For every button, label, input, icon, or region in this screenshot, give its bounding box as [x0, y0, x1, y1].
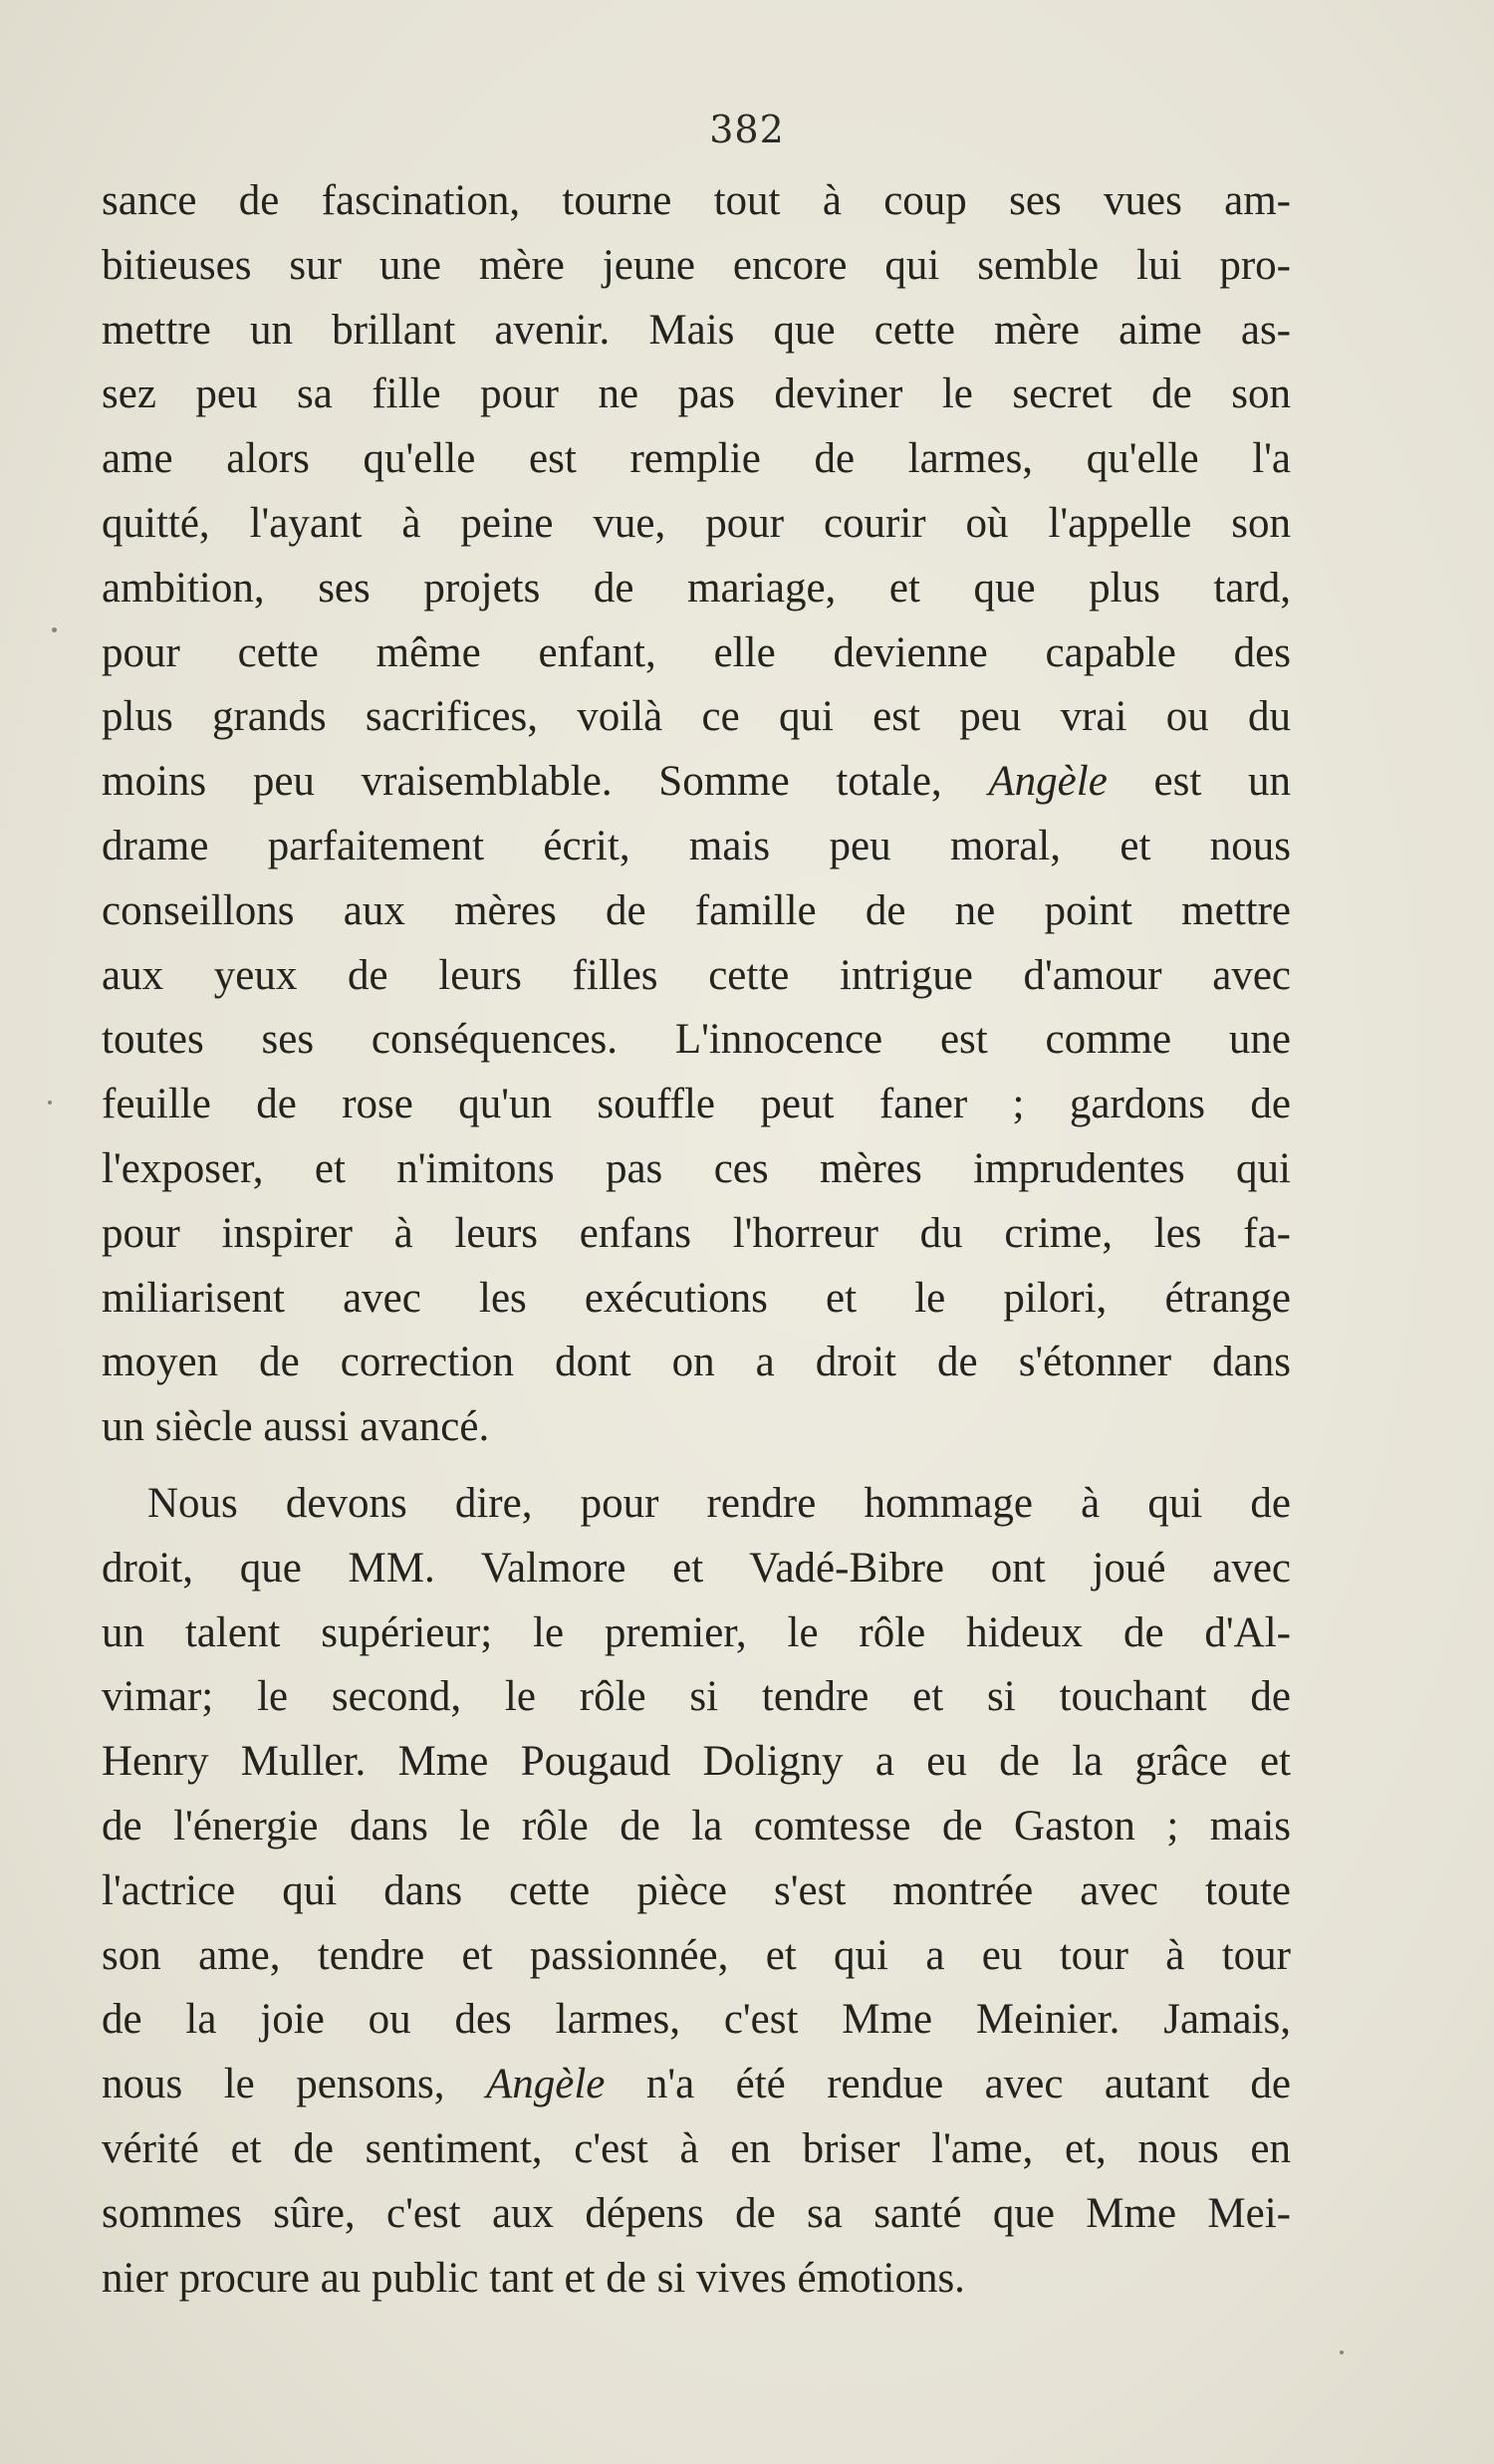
text-line: feuille de rose qu'un souffle peut faner ; gardons de: [102, 1081, 1291, 1128]
paper-speck: [48, 1101, 52, 1105]
text-line: plus grands sacrifices, voilà ce qui est peu vrai ou du: [102, 693, 1291, 741]
paper-speck: [1340, 2350, 1344, 2354]
text-line: l'actrice qui dans cette pièce s'est montrée avec toute: [102, 1866, 1291, 1914]
text-line: moins peu vraisemblable. Somme totale, Angèle est un: [102, 758, 1291, 806]
text-line: vérité et de sentiment, c'est à en briser l'ame, et, nous en: [102, 2124, 1291, 2172]
play-title-italic: Angèle: [485, 2061, 606, 2108]
text-line: un siècle aussi avancé.: [102, 1403, 490, 1451]
text-line: son ame, tendre et passionnée, et qui a eu tour à tour: [102, 1931, 1291, 1979]
text-line: Henry Muller. Mme Pougaud Doligny a eu de la grâce et: [102, 1738, 1291, 1786]
text-line: drame parfaitement écrit, mais peu moral, et nous: [102, 822, 1291, 869]
text-line: miliarisent avec les exécutions et le pilori, étrange: [102, 1274, 1291, 1322]
text-line: de la joie ou des larmes, c'est Mme Meinier. Jamais,: [102, 1996, 1291, 2044]
text-line: sance de fascination, tourne tout à coup ses vues am-: [102, 177, 1291, 224]
text-line: bitieuses sur une mère jeune encore qui semble lui pro-: [102, 241, 1291, 289]
text-line: nier procure au public tant et de si vives émotions.: [102, 2254, 965, 2302]
body-text: [102, 169, 1291, 2311]
text-line: droit, que MM. Valmore et Vadé-Bibre ont joué avec: [102, 1544, 1291, 1592]
text-line: sez peu sa fille pour ne pas deviner le secret de son: [102, 370, 1291, 418]
text-line: l'exposer, et n'imitons pas ces mères imprudentes qui: [102, 1144, 1291, 1192]
text-line: moyen de correction dont on a droit de s'étonner dans: [102, 1339, 1291, 1386]
text-line: aux yeux de leurs filles cette intrigue d'amour avec: [102, 951, 1291, 999]
text-line: de l'énergie dans le rôle de la comtesse de Gaston ; mais: [102, 1802, 1291, 1849]
page-number: 382: [709, 108, 785, 151]
text-line: Nous devons dire, pour rendre hommage à qui de: [147, 1479, 1291, 1527]
paper-speck: [52, 627, 57, 632]
text-line: mettre un brillant avenir. Mais que cette mère aime as-: [102, 306, 1291, 354]
text-line: pour inspirer à leurs enfans l'horreur du crime, les fa-: [102, 1209, 1291, 1257]
text-line: vimar; le second, le rôle si tendre et si touchant de: [102, 1673, 1291, 1721]
text-line: nous le pensons, Angèle n'a été rendue avec autant de: [102, 2061, 1291, 2108]
text-line: ambition, ses projets de mariage, et que plus tard,: [102, 564, 1291, 612]
text-line: conseillons aux mères de famille de ne point mettre: [102, 886, 1291, 934]
text-line: pour cette même enfant, elle devienne capable des: [102, 628, 1291, 676]
text-line: un talent supérieur; le premier, le rôle hideux de d'Al-: [102, 1608, 1291, 1656]
text-line: quitté, l'ayant à peine vue, pour courir où l'appelle son: [102, 499, 1291, 547]
text-line: sommes sûre, c'est aux dépens de sa santé que Mme Mei-: [102, 2189, 1291, 2237]
text-line: toutes ses conséquences. L'innocence est comme une: [102, 1016, 1291, 1064]
play-title-italic: Angèle: [988, 758, 1108, 806]
paragraph-1: [102, 169, 1291, 1460]
text-line: ame alors qu'elle est remplie de larmes, qu'elle l'a: [102, 435, 1291, 483]
paragraph-2: [102, 1472, 1291, 2311]
